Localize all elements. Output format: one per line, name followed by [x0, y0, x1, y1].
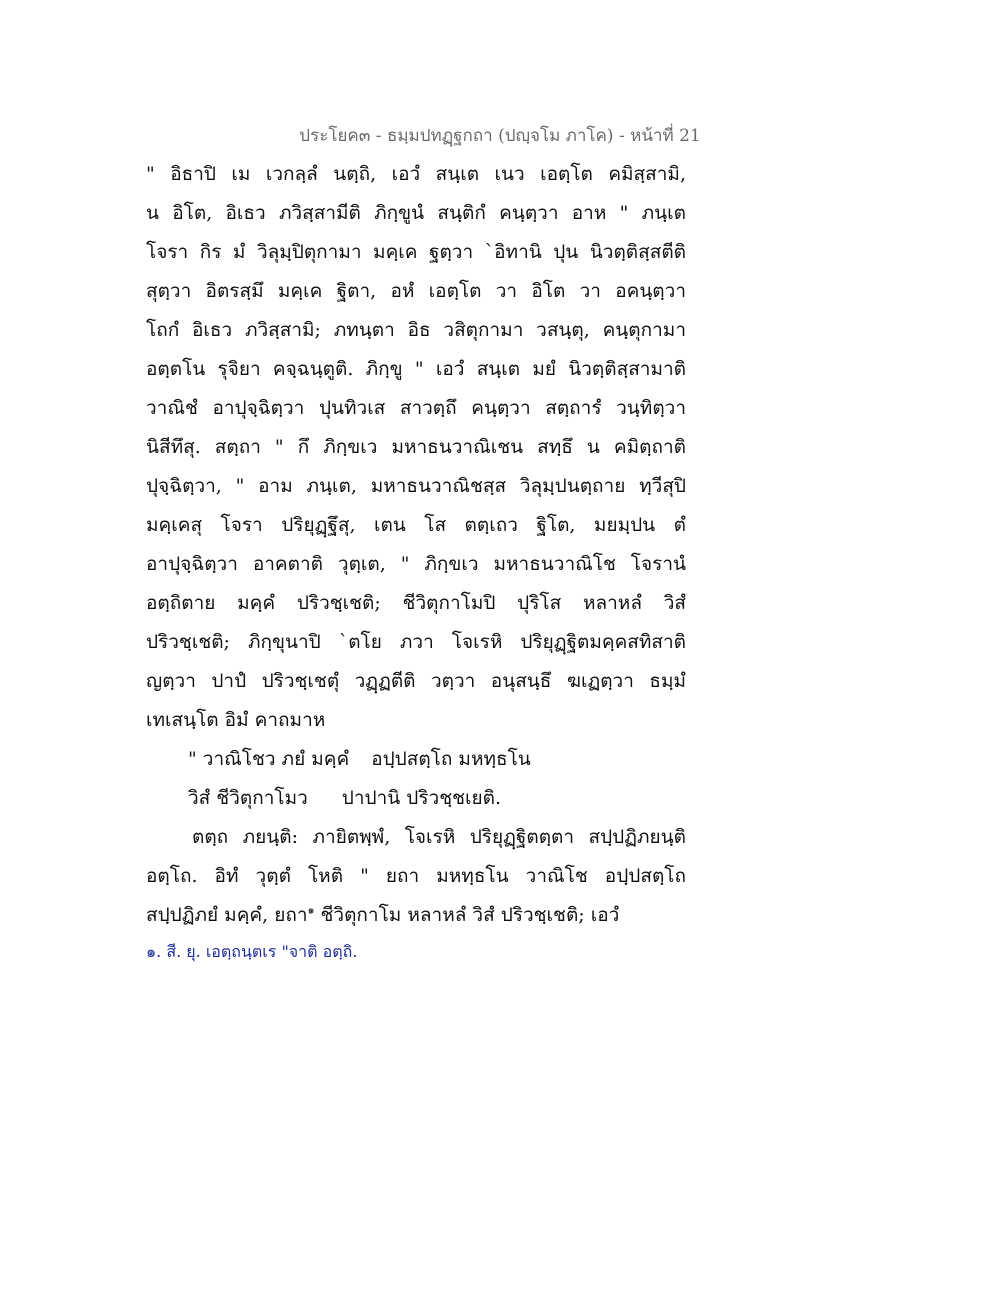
running-header: ประโยค๓ - ธมฺมปทฏฺฐกถา (ปญฺจโม ภาโค) - หน้าที่ 21	[299, 126, 701, 146]
text-line: โจรา กิร มํ วิลุมฺปิตุกามา มคฺเค ฐตฺวา `อิทานิ ปุน นิวตฺติสฺสตีติ	[146, 241, 686, 263]
text-line: เทเสนฺโต อิมํ คาถมาห	[146, 709, 326, 731]
text-line: อตฺตโน รุจิยา คจฺฉนฺตูติ. ภิกฺขู " เอวํ สนฺเต มยํ นิวตฺติสฺสามาติ	[146, 358, 686, 380]
text-line: " อิธาปิ เม เวกลฺลํ นตฺถิ, เอวํ สนฺเต เนว เอตฺโต คมิสฺสามิ,	[146, 163, 686, 185]
verse-first-half: " วาณิโชว ภยํ มคฺคํ	[188, 748, 350, 770]
verse-first-half: วิสํ ชีวิตุกาโมว	[188, 787, 308, 809]
commentary-text: ชีวิตุกาโม หลาหลํ วิสํ ปริวชฺเชติ; เอวํ	[314, 904, 620, 926]
text-line: ปริวชฺเชติ; ภิกฺขุนาปิ `ตโย ภวา โจเรหิ ปริยุฏฺฐิตมคฺคสทิสาติ	[146, 631, 686, 653]
main-text	[146, 155, 686, 969]
text-line: น อิโต, อิเธว ภวิสฺสามีติ ภิกฺขูนํ สนฺติกํ คนฺตฺวา อาห " ภนฺเต	[146, 202, 686, 224]
verse-line	[146, 779, 686, 818]
text-line: ญตฺวา ปาปํ ปริวชฺเชตุํ วฏฺฏตีติ วตฺวา อนุสนฺธึ ฆเฏตฺวา ธมฺมํ	[146, 670, 686, 692]
verse-second-half: อปฺปสตฺโถ มหทฺธโน	[371, 748, 531, 770]
text-line: โถกํ อิเธว ภวิสฺสามิ; ภทนฺตา อิธ วสิตุกามา วสนฺตุ, คนฺตุกามา	[146, 319, 686, 341]
text-line: สุตฺวา อิตรสฺมึ มคฺเค ฐิตา, อหํ เอตฺโต วา อิโต วา อคนฺตฺวา	[146, 280, 686, 302]
verse-line	[146, 740, 686, 779]
text-line: อตฺถิตาย มคฺคํ ปริวชฺเชติ; ชีวิตุกาโมปิ ปุริโส หลาหลํ วิสํ	[146, 592, 686, 614]
commentary-line: อตฺโถ. อิทํ วุตฺตํ โหติ " ยถา มหทฺธโน วาณิโช อปฺปสตฺโถ	[146, 865, 686, 887]
verse-second-half: ปาปานิ ปริวชฺชเยติ.	[341, 787, 501, 809]
footnote: ๑. สี. ยุ. เอตฺถนฺตเร "จาติ อตฺถิ.	[146, 942, 358, 961]
text-line: ปุจฺฉิตฺวา, " อาม ภนฺเต, มหาธนวาณิชสฺส วิลุมฺปนตฺถาย ทฺวีสุปิ	[146, 475, 686, 497]
text-line: นิสีทึสุ. สตฺถา " กึ ภิกฺขเว มหาธนวาณิเชน สทฺธึ น คมิตฺถาติ	[146, 436, 686, 458]
text-line: วาณิชํ อาปุจฺฉิตฺวา ปุนทิวเส สาวตฺถึ คนฺตฺวา สตฺถารํ วนฺทิตฺวา	[146, 397, 686, 419]
commentary-line	[146, 896, 686, 935]
text-line: มคฺเคสุ โจรา ปริยุฏฺฐึสุ, เตน โส ตตฺเถว ฐิโต, มยมฺปน ตํ	[146, 514, 686, 536]
commentary-line: ตตฺถ ภยนฺติ: ภายิตพฺพํ, โจเรหิ ปริยุฏฺฐิตตฺตา สปฺปฏิภยนฺติ	[192, 826, 686, 848]
text-line: อาปุจฺฉิตฺวา อาคตาติ วุตฺเต, " ภิกฺขเว มหาธนวาณิโช โจรานํ	[146, 553, 686, 575]
footnote-marker: ๑	[307, 903, 315, 917]
commentary-text: สปฺปฏิภยํ มคฺคํ, ยถา	[146, 904, 308, 926]
